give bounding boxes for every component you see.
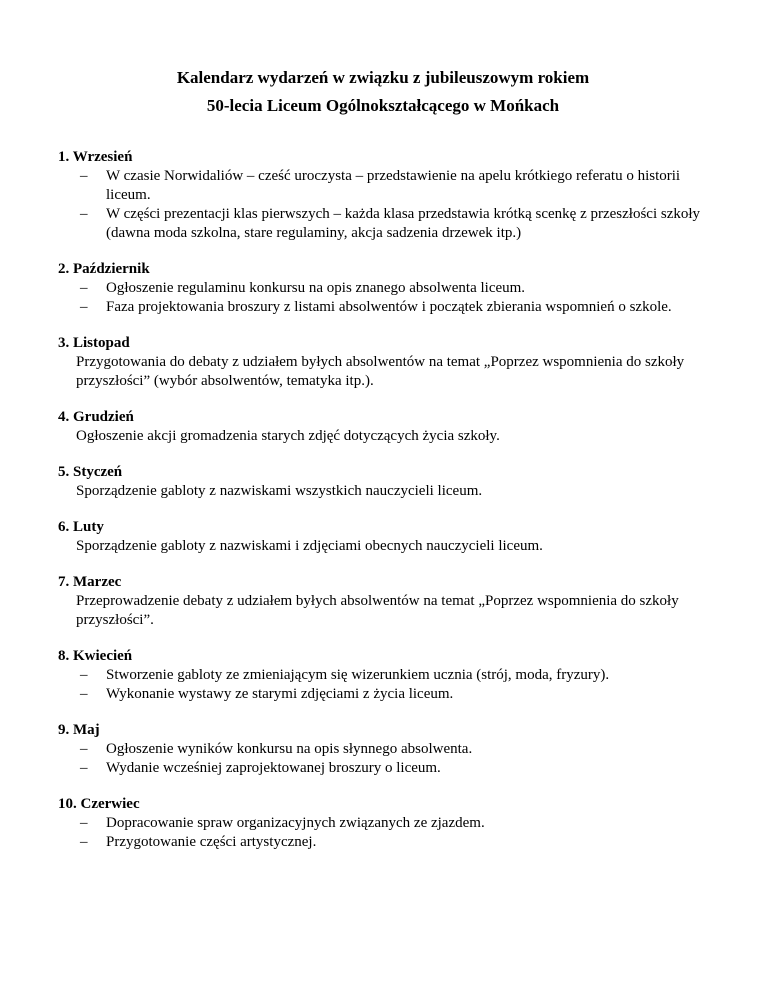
section-grudzien	[58, 408, 708, 446]
list-item: – Stworzenie gabloty ze zmieniającym się wizerunkiem ucznia (strój, moda, fryzury).	[58, 666, 708, 685]
list-item: – Dopracowanie spraw organizacyjnych związanych ze zjazdem.	[58, 814, 708, 833]
section-text: Przygotowania do debaty z udziałem byłych absolwentów na temat „Poprzez wspomnienia do szkoły przyszłości” (wybór absolwentów, tematyka itp.).	[76, 354, 685, 389]
section-list	[58, 666, 708, 704]
section-marzec	[58, 573, 708, 630]
section-heading: 6. Luty	[58, 519, 104, 535]
section-heading: 7. Marzec	[58, 574, 122, 590]
list-item: – Faza projektowania broszury z listami absolwentów i początek zbierania wspomnień o szkole.	[58, 298, 708, 317]
section-wrzesien	[58, 148, 708, 243]
section-list	[58, 279, 708, 317]
section-text: Sporządzenie gabloty z nazwiskami wszystkich nauczycieli liceum.	[76, 483, 483, 499]
document-title	[58, 64, 708, 120]
section-maj	[58, 721, 708, 778]
section-text: Sporządzenie gabloty z nazwiskami i zdjęciami obecnych nauczycieli liceum.	[76, 538, 543, 554]
section-list	[58, 814, 708, 852]
list-item: – Ogłoszenie regulaminu konkursu na opis znanego absolwenta liceum.	[58, 279, 708, 298]
section-heading: 4. Grudzień	[58, 409, 134, 425]
section-listopad	[58, 334, 708, 391]
section-styczen	[58, 463, 708, 501]
section-heading: 1. Wrzesień	[58, 149, 133, 165]
list-item: – W czasie Norwidaliów – cześć uroczysta – przedstawienie na apelu krótkiego referatu o historii liceum.	[58, 167, 708, 205]
section-list	[58, 740, 708, 778]
month-sections	[58, 148, 708, 852]
list-item: – W części prezentacji klas pierwszych – każda klasa przedstawia krótką scenkę z przeszłości szkoły (dawna moda szkolna, stare regulaminy, akcja sadzenia drzewek itp.)	[58, 205, 708, 243]
list-item: – Przygotowanie części artystycznej.	[58, 833, 708, 852]
section-heading: 8. Kwiecień	[58, 648, 133, 664]
section-heading: 2. Październik	[58, 261, 150, 277]
title-line-1: Kalendarz wydarzeń w związku z jubileuszowym rokiem	[176, 68, 590, 87]
section-luty	[58, 518, 708, 556]
section-heading: 3. Listopad	[58, 335, 130, 351]
section-text: Przeprowadzenie debaty z udziałem byłych absolwentów na temat „Poprzez wspomnienia do szkoły przyszłości”.	[76, 593, 679, 628]
section-text: Ogłoszenie akcji gromadzenia starych zdjęć dotyczących życia szkoły.	[76, 428, 500, 444]
list-item: – Wydanie wcześniej zaprojektowanej broszury o liceum.	[58, 759, 708, 778]
list-item: – Wykonanie wystawy ze starymi zdjęciami z życia liceum.	[58, 685, 708, 704]
list-item: – Ogłoszenie wyników konkursu na opis słynnego absolwenta.	[58, 740, 708, 759]
section-czerwiec	[58, 795, 708, 852]
section-list	[58, 167, 708, 243]
section-heading: 10. Czerwiec	[58, 796, 140, 812]
section-kwiecien	[58, 647, 708, 704]
title-line-2: 50-lecia Liceum Ogólnokształcącego w Mońkach	[206, 96, 560, 115]
section-heading: 5. Styczeń	[58, 464, 123, 480]
section-heading: 9. Maj	[58, 722, 100, 738]
section-pazdziernik	[58, 260, 708, 317]
